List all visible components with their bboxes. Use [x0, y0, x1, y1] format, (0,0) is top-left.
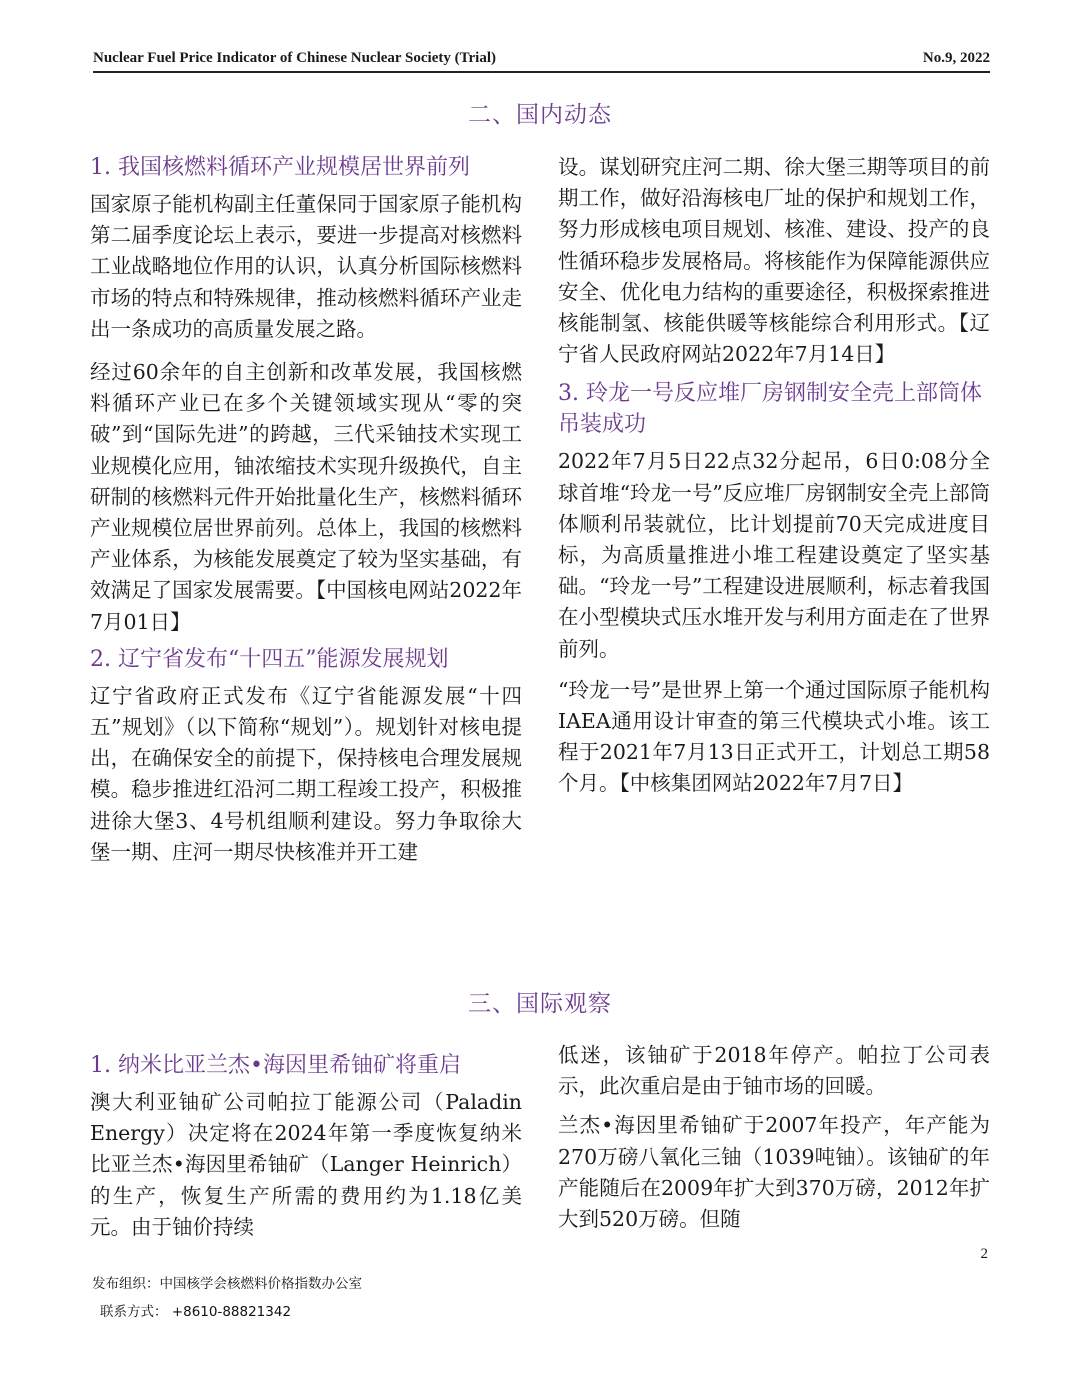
article-paragraph: 辽宁省政府正式发布《辽宁省能源发展“十四五”规划》（以下简称“规划”）。规划针对核电提出，在确保安全的前提下，保持核电合理发展规模。稳步推进红沿河二期工程竣工投产，积极推进徐大堡3、4号机组顺利建设。努力争取徐大堡一期、庄河一期尽快核准并开工建	[90, 683, 522, 864]
domestic-right-column	[558, 152, 990, 806]
article-heading: 1. 我国核燃料循环产业规模居世界前列	[90, 155, 470, 180]
article-paragraph: 经过60余年的自主创新和改革发展，我国核燃料循环产业已在多个关键领域实现从“零的突破”到“国际先进”的跨越，三代采铀技术实现工业规模化应用，铀浓缩技术实现升级换代，自主研制的核燃料元件开始批量化生产，核燃料循环产业规模位居世界前列。总体上，我国的核燃料产业体系，为核能发展奠定了较为坚实基础，有效满足了国家发展需要。【中国核电网站2022年7月01日】	[90, 360, 522, 634]
footer-publisher: 发布组织：中国核学会核燃料价格指数办公室	[92, 1276, 362, 1292]
article-heading: 2. 辽宁省发布“十四五”能源发展规划	[90, 646, 449, 672]
article-heading: 3. 玲龙一号反应堆厂房钢制安全壳上部筒体吊装成功	[558, 381, 982, 438]
issue-number: No.9, 2022	[922, 50, 990, 66]
page-number: 2	[980, 1246, 988, 1262]
article-paragraph: 2022年7月5日22点32分起吊，6日0:08分全球首堆“玲龙一号”反应堆厂房钢制安全壳上部筒体顺利吊装就位，比计划提前70天完成进度目标，为高质量推进小堆工程建设奠定了坚实基础。“玲龙一号”工程建设进展顺利，标志着我国在小型模块式压水堆开发与利用方面走在了世界前列。	[558, 449, 990, 661]
article-heading: 1. 纳米比亚兰杰•海因里希铀矿将重启	[90, 1053, 461, 1078]
running-header	[93, 48, 990, 70]
footer-contact: 联系方式： +8610-88821342	[100, 1304, 292, 1320]
article-paragraph: 澳大利亚铀矿公司帕拉丁能源公司（Paladin Energy）决定将在2024年第一季度恢复纳米比亚兰杰•海因里希铀矿（Langer Heinrich）的生产，恢复生产所需的费用约为1.18亿美元。由于铀价持续	[90, 1090, 522, 1239]
article-paragraph: 兰杰•海因里希铀矿于2007年投产，年产能为270万磅八氧化三铀（1039吨铀）。该铀矿的年产能随后在2009年扩大到370万磅，2012年扩大到520万磅。但随	[558, 1113, 990, 1232]
international-left-column	[90, 1050, 522, 1249]
international-right-column	[558, 1040, 990, 1241]
article-paragraph: 国家原子能机构副主任董保同于国家原子能机构第二届季度论坛上表示，要进一步提高对核燃料工业战略地位作用的认识，认真分析国际核燃料市场的特点和特殊规律，推动核燃料循环产业走出一条成功的高质量发展之路。	[90, 192, 522, 341]
domestic-left-column	[90, 152, 522, 874]
publication-title: Nuclear Fuel Price Indicator of Chinese Nuclear Society (Trial)	[93, 50, 496, 66]
header-rule	[93, 71, 990, 73]
section-title-domestic: 二、国内动态	[468, 102, 612, 128]
article-paragraph: 低迷，该铀矿于2018年停产。帕拉丁公司表示，此次重启是由于铀市场的回暖。	[558, 1043, 990, 1099]
article-paragraph: “玲龙一号”是世界上第一个通过国际原子能机构IAEA通用设计审查的第三代模块式小堆。该工程于2021年7月13日正式开工，计划总工期58个月。【中核集团网站2022年7月7日】	[558, 677, 990, 796]
article-paragraph: 设。谋划研究庄河二期、徐大堡三期等项目的前期工作，做好沿海核电厂址的保护和规划工作，努力形成核电项目规划、核准、建设、投产的良性循环稳步发展格局。将核能作为保障能源供应安全、优化电力结构的重要途径，积极探索推进核能制氢、核能供暖等核能综合利用形式。【辽宁省人民政府网站2022年7月14日】	[558, 155, 990, 367]
section-title-international: 三、国际观察	[468, 991, 612, 1017]
